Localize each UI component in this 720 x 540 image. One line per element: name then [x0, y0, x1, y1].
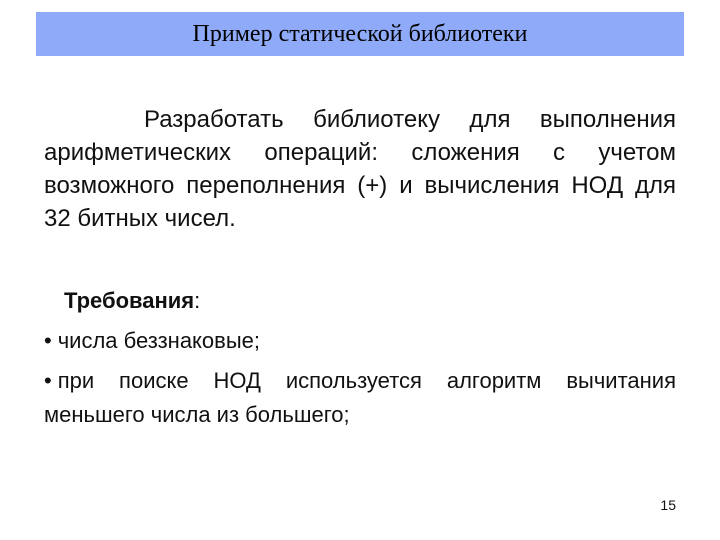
bullet-icon: • [44, 368, 52, 393]
list-item [44, 324, 676, 358]
page-number: 15 [660, 497, 676, 513]
list-item-text: числа беззнаковые; [57, 328, 261, 353]
list-item-text: при поиске НОД используется алгоритм вычитания меньшего числа из большего; [44, 368, 676, 427]
slide-title-bar [36, 12, 684, 56]
requirements-colon: : [194, 288, 201, 313]
requirements-heading [64, 286, 200, 316]
bullet-icon: • [44, 328, 52, 353]
slide-title: Пример статической библиотеки [192, 20, 528, 47]
requirements-label: Требования [64, 288, 195, 313]
task-description: Разработать библиотеку для выполнения арифметических операций: сложения с учетом возможного переполнения (+) и вычисления НОД для 32 битных чисел. [44, 106, 676, 232]
list-item [44, 364, 676, 432]
